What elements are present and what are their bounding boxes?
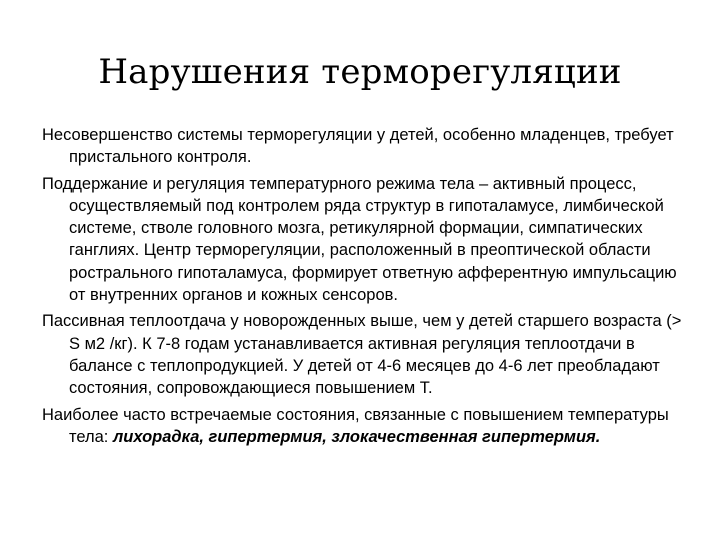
slide-title: Нарушения терморегуляции <box>98 52 622 92</box>
paragraph-heat-loss: Пассивная теплоотдача у новорожденных выше, чем у детей старшего возраста (> S м2 /кг). К 7-8 годам устанавливается активная регуляция теплоотдачи в балансе с теплопродукцией. У детей от 4-6 месяцев до 4-6 лет преобладают состояния, сопровождающиеся повышением Т. <box>42 312 682 398</box>
conditions-emphasis: лихорадка, гипертермия, злокачественная гипертермия. <box>112 427 601 446</box>
paragraph-conditions <box>42 404 682 449</box>
paragraph-regulation: Поддержание и регуляция температурного режима тела – активный процесс, осуществляемый под контролем ряда структур в гипоталамусе, лимбической системе, стволе головного мозга, ретикулярной формации, симпатических ганглиях. Центр терморегуляции, расположенный в преоптической области рострального гипоталамуса, формирует ответную афферентную импульсацию от внутренних органов и кожных сенсоров. <box>42 174 677 305</box>
slide-body <box>42 124 682 452</box>
paragraph-immaturity: Несовершенство системы терморегуляции у детей, особенно младенцев, требует пристального контроля. <box>42 126 674 167</box>
conditions-lead: Наиболее часто встречаемые состояния, связанные с повышением температуры тела: <box>42 405 669 446</box>
